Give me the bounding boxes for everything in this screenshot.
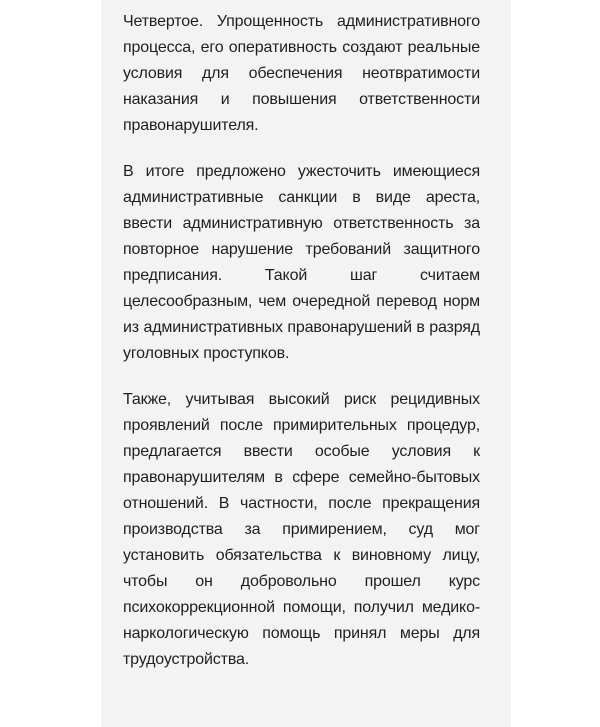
paragraph-recidivism-measures: Также, учитывая высокий риск рецидивных проявлений после примирительных процедур, предлагается ввести особые условия к правонарушителям в сфере семейно-бытовых отношений. В частности, после прекращения производства за примирением, суд мог установить обязательства к виновному лицу, чтобы он добровольно прошел курс психокоррекционной помощи, получил медико-наркологическую помощь принял меры для трудоустройства. (123, 391, 480, 668)
paragraph-fourth-point: Четвертое. Упрощенность административного процесса, его оперативность создают реальные условия для обеспечения неотвратимости наказания и повышения ответственности правонарушителя. (123, 13, 480, 134)
article-body (123, 9, 480, 673)
paragraph-sanctions-proposal: В итоге предложено ужесточить имеющиеся административные санкции в виде ареста, ввести административную ответственность за повторное нарушение требований защитного предписания. Такой шаг считаем целесообразным, чем очередной перевод норм из административных правонарушений в разряд уголовных проступков. (123, 163, 480, 362)
